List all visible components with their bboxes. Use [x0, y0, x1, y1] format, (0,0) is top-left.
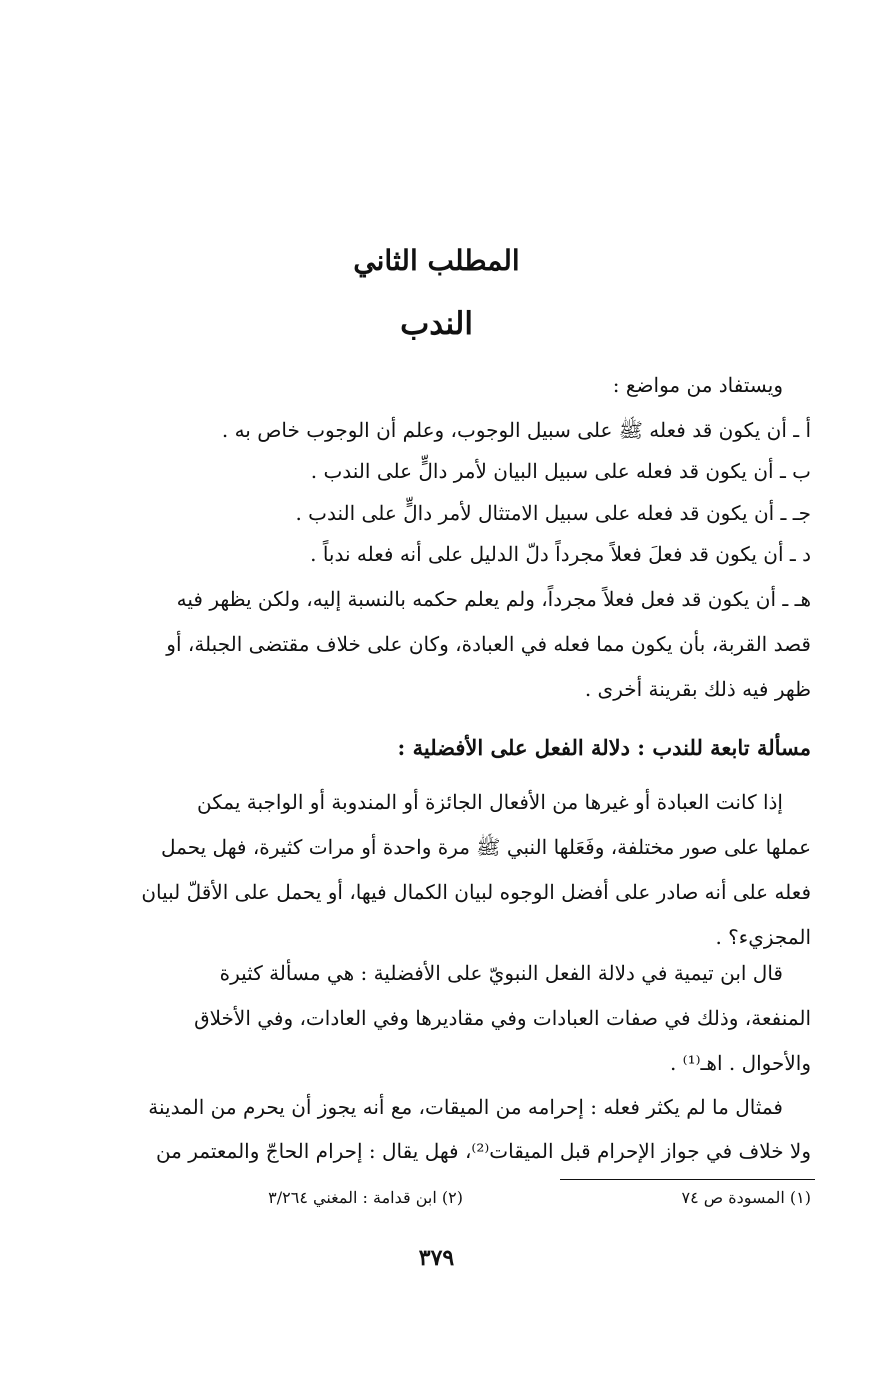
footnote-2: (٢) ابن قدامة : المغني ٣/٢٦٤	[268, 1188, 463, 1207]
paragraph-line: المجزيء؟ .	[715, 925, 811, 949]
list-item-ba: ب ـ أن يكون قد فعله على سبيل البيان لأمر دالٍّ على الندب .	[310, 459, 811, 483]
paragraph-line: ولا خلاف في جواز الإحرام قبل الميقات⁽²⁾، فهل يقال : إحرام الحاجّ والمعتمر من	[155, 1139, 811, 1163]
section-title: المطلب الثاني	[353, 244, 520, 277]
paragraph-intro: ويستفاد من مواضع :	[612, 373, 783, 397]
page-number: ٣٧٩	[418, 1245, 455, 1271]
list-item-jim: جـ ـ أن يكون قد فعله على سبيل الامتثال لأمر دالٍّ على الندب .	[295, 501, 811, 525]
list-item-ha: هـ ـ أن يكون قد فعل فعلاً مجرداً، ولم يعلم حكمه بالنسبة إليه، ولكن يظهر فيه	[176, 587, 811, 611]
paragraph-line: فعله على أنه صادر على أفضل الوجوه لبيان الكمال فيها، أو يحمل على الأقلّ لبيان	[141, 880, 811, 904]
list-item-dal: د ـ أن يكون قد فعلَ فعلاً مجرداً دلّ الدليل على أنه فعله ندباً .	[310, 542, 811, 566]
paragraph-line: قال ابن تيمية في دلالة الفعل النبويّ على الأفضلية : هي مسألة كثيرة	[219, 961, 783, 985]
issue-heading: مسألة تابعة للندب : دلالة الفعل على الأفضلية :	[397, 735, 811, 760]
paragraph-line: المنفعة، وذلك في صفات العبادات وفي مقاديرها وفي العادات، وفي الأخلاق	[194, 1006, 811, 1030]
paragraph-line: عملها على صور مختلفة، وفَعَلها النبي ﷺ مرة واحدة أو مرات كثيرة، فهل يحمل	[161, 835, 811, 859]
paragraph-line: إذا كانت العبادة أو غيرها من الأفعال الجائزة أو المندوبة أو الواجبة يمكن	[197, 790, 783, 814]
paragraph-line: فمثال ما لم يكثر فعله : إحرامه من الميقات، مع أنه يجوز أن يحرم من المدينة	[148, 1095, 783, 1119]
footnote-separator	[560, 1179, 815, 1180]
list-item-ha-cont-1: قصد القربة، بأن يكون مما فعله في العبادة، وكان على خلاف مقتضى الجبلة، أو	[166, 632, 811, 656]
section-subtitle: الندب	[400, 306, 473, 342]
list-item-alif: أ ـ أن يكون قد فعله ﷺ على سبيل الوجوب، وعلم أن الوجوب خاص به .	[221, 418, 811, 442]
footnote-1: (١) المسودة ص ٧٤	[681, 1188, 811, 1207]
paragraph-line: والأحوال . اهـ⁽¹⁾ .	[669, 1051, 811, 1075]
list-item-ha-cont-2: ظهر فيه ذلك بقرينة أخرى .	[584, 677, 811, 701]
